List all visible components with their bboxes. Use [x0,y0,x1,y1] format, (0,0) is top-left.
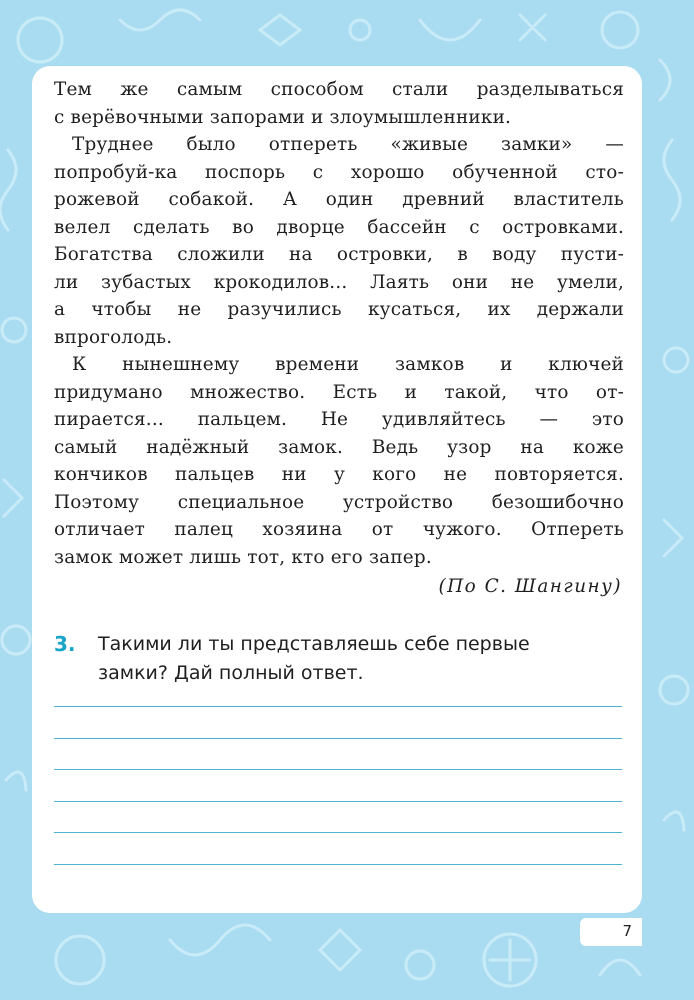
paragraph-1 [54,76,624,131]
text-line: пирается... пальцем. Не удивляйтесь — это [54,409,624,430]
text-line: а чтобы не разучились кусаться, их держали [54,299,624,320]
reading-text [54,76,624,601]
text-line: Тем же самым способом стали разделываться [54,79,624,100]
text-line: замок может лишь тот, кто его запер. [54,546,432,568]
text-source: (По С. Шангину) [438,576,622,597]
task-question-line: Такими ли ты представляешь себе первые [98,633,530,655]
task-number: 3. [54,632,76,656]
answer-line[interactable] [54,864,622,865]
answer-lines [54,706,622,895]
text-line: попробуй-ка поспорь с хорошо обученной сто- [54,161,624,183]
paragraph-2 [54,131,624,351]
text-line: самый надёжный замок. Ведь узор на коже [54,436,624,458]
task-question-line: замки? Дай полный ответ. [98,662,364,684]
answer-line[interactable] [54,832,622,833]
task-question [98,630,638,688]
text-line: К нынешнему времени замков и ключей [72,354,624,375]
text-line: ли зубастых крокодилов... Лаять они не умели, [54,271,624,293]
answer-line[interactable] [54,706,622,707]
text-line: отличает палец хозяина от чужого. Отпереть [54,519,624,540]
text-line: Поэтому специальное устройство безошибочно [54,491,624,513]
page-number: 7 [622,922,632,940]
text-line: кончиков пальцев ни у кого не повторяется. [54,464,624,485]
text-line: придумано множество. Есть и такой, что от- [54,381,624,403]
text-line: с верёвочными запорами и злоумышленники. [54,106,512,128]
text-line: рожевой собакой. А один древний властитель [54,189,624,210]
text-line: Богатства сложили на островки, в воду пусти- [54,244,624,265]
answer-line[interactable] [54,769,622,770]
text-line: велел сделать во дворце бассейн с островками. [54,216,624,238]
text-line: Труднее было отпереть «живые замки» — [72,134,624,155]
paragraph-3 [54,351,624,571]
text-line: впроголодь. [54,326,173,348]
answer-line[interactable] [54,738,622,739]
page-number-tab [580,918,642,946]
answer-line[interactable] [54,801,622,802]
